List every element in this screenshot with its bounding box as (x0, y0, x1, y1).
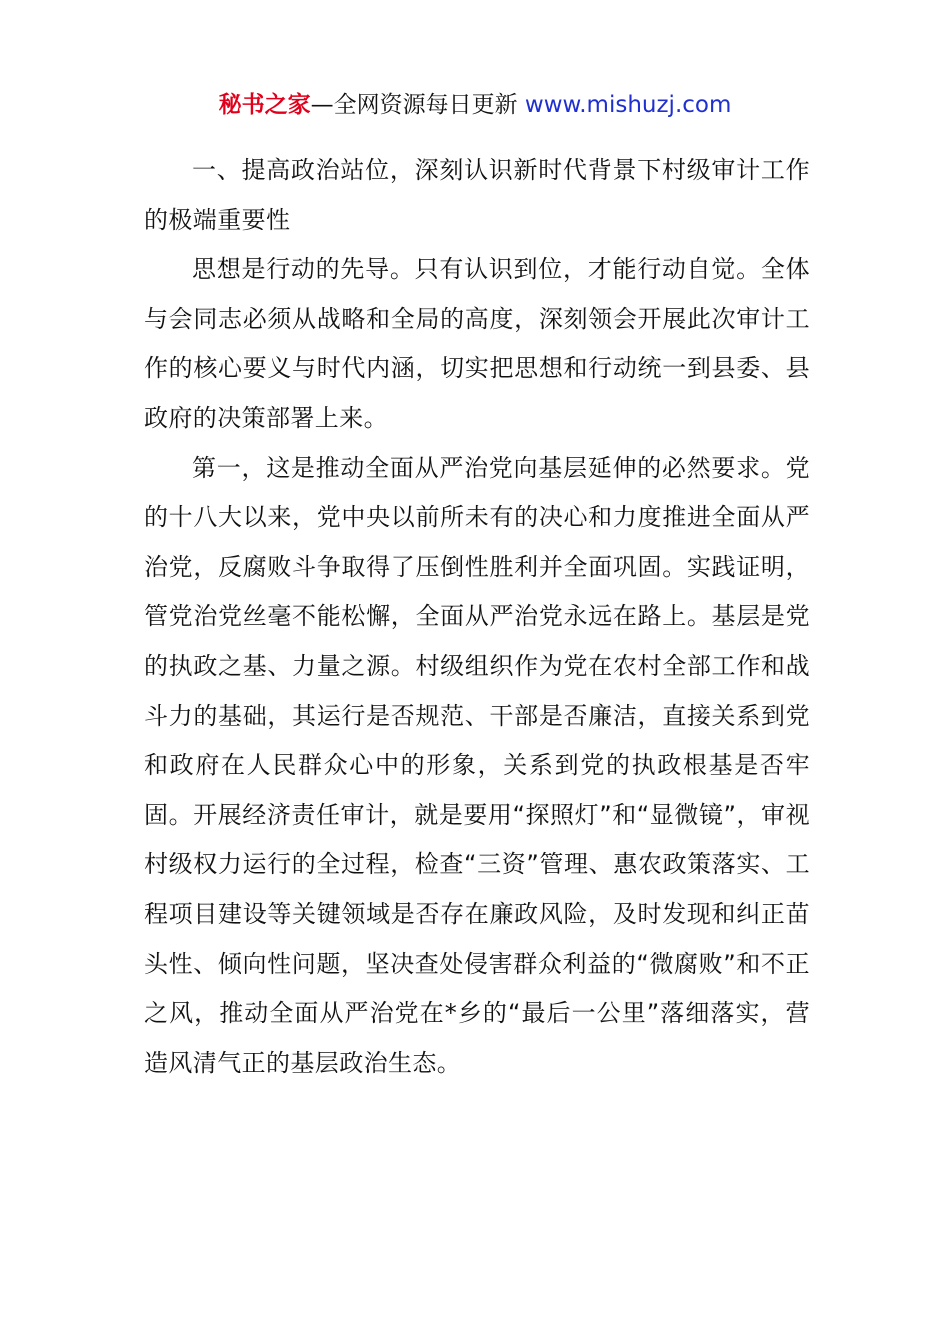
paragraph-1: 思想是行动的先导。只有认识到位，才能行动自觉。全体与会同志必须从战略和全局的高度，深刻领会开展此次审计工作的核心要义与时代内涵，切实把思想和行动统一到县委、县政府的决策部署上来。 (144, 255, 810, 432)
site-tagline: —全网资源每日更新 (310, 92, 525, 118)
section-heading: 一、提高政治站位，深刻认识新时代背景下村级审计工作的极端重要性 (144, 156, 810, 234)
page-header (0, 88, 950, 122)
paragraph-2: 第一，这是推动全面从严治党向基层延伸的必然要求。党的十八大以来，党中央以前所未有的决心和力度推进全面从严治党，反腐败斗争取得了压倒性胜利并全面巩固。实践证明，管党治党丝毫不能松懈，全面从严治党永远在路上。基层是党的执政之基、力量之源。村级组织作为党在农村全部工作和战斗力的基础，其运行是否规范、干部是否廉洁，直接关系到党和政府在人民群众心中的形象，关系到党的执政根基是否牢固。开展经济责任审计，就是要用“探照灯”和“显微镜”，审视村级权力运行的全过程，检查“三资”管理、惠农政策落实、工程项目建设等关键领域是否存在廉政风险，及时发现和纠正苗头性、倾向性问题，坚决查处侵害群众利益的“微腐败”和不正之风，推动全面从严治党在*乡的“最后一公里”落细落实，营造风清气正的基层政治生态。 (144, 453, 810, 1077)
site-brand: 秘书之家 (218, 92, 311, 118)
document-body (144, 146, 810, 1088)
site-url-link[interactable]: www.mishuzj.com (524, 92, 732, 118)
